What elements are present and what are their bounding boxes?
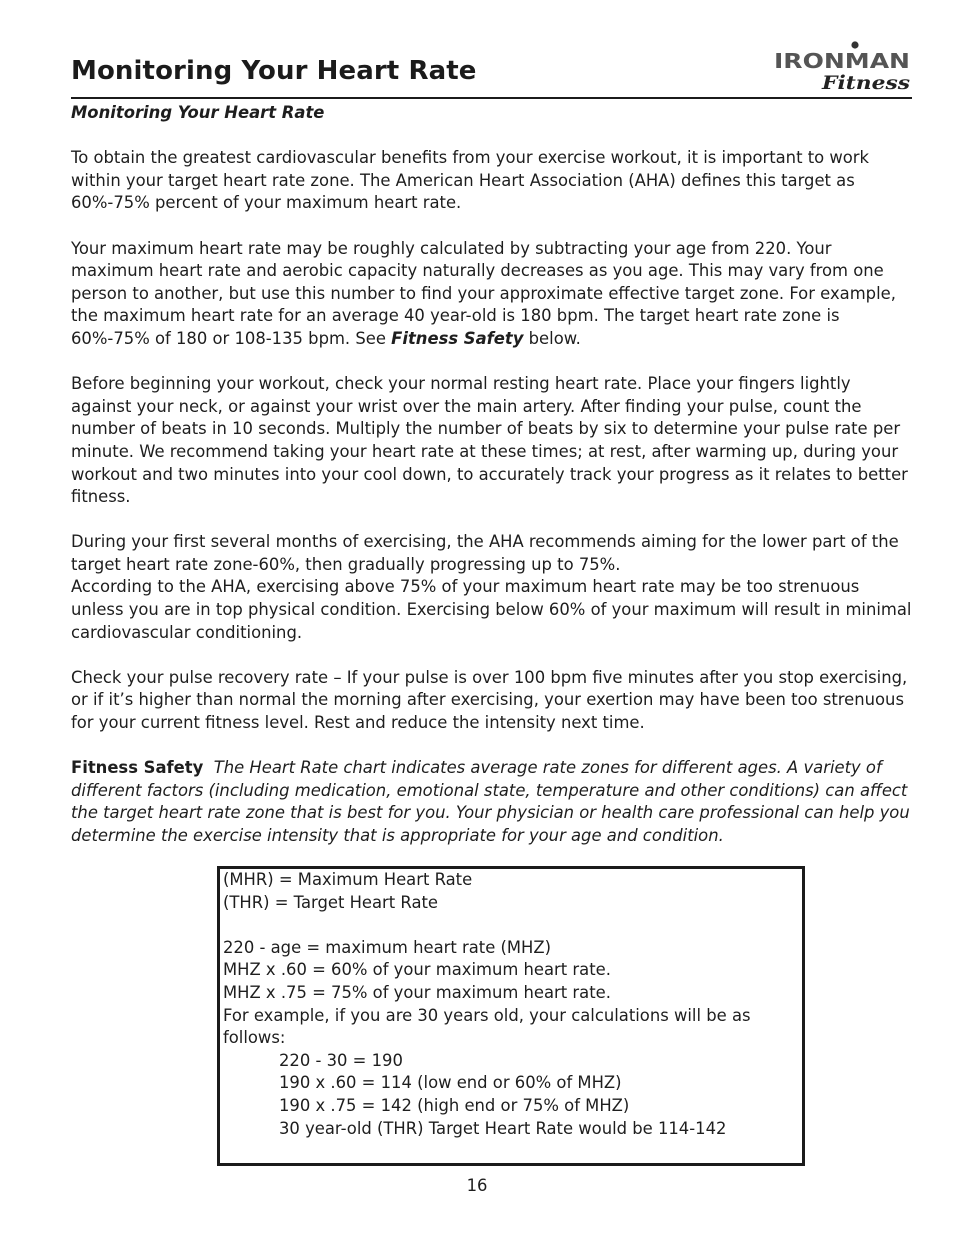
paragraph-aha-limits: According to the AHA, exercising above 75% of your maximum heart rate may be too strenuous unless you are in top physical condition. Exercising below 60% of your maximum will result in minimal cardiovascular conditioning. — [71, 577, 912, 642]
paragraph-recovery-rate: Check your pulse recovery rate – If your pulse is over 100 bpm five minutes after you stop exercising, or if it’s higher than normal the morning after exercising, your exertion may have been too strenuous for your current fitness level. Rest and reduce the intensity next time. — [71, 667, 908, 733]
main-content — [71, 102, 912, 848]
calc-line: (MHR) = Maximum Heart Rate — [223, 870, 473, 889]
paragraph-target-zone: To obtain the greatest cardiovascular benefits from your exercise workout, it is important to work within your target heart rate zone. The American Heart Association (AHA) defines this target as 60%-75% percent of your maximum heart rate. — [71, 148, 870, 213]
calc-line: MHZ x .75 = 75% of your maximum heart rate. — [223, 982, 611, 1002]
fitness-safety-label: Fitness Safety — [71, 758, 204, 778]
heart-rate-calculation-box — [217, 866, 805, 1166]
calc-line: 220 - age = maximum heart rate (MHZ) — [223, 937, 551, 957]
calc-line: (THR) = Target Heart Rate — [223, 892, 438, 912]
calc-line: MHZ x .60 = 60% of your maximum heart rate. — [223, 960, 611, 980]
paragraph-fitness-safety — [71, 757, 912, 847]
calc-line: For example, if you are 30 years old, your calculations will be as follows: — [223, 1005, 751, 1048]
fitness-safety-reference: Fitness Safety — [391, 328, 524, 348]
fitness-safety-text: The Heart Rate chart indicates average rate zones for different ages. A variety of different factors (including medication, emotional state, temperature and other conditions) can affect the target heart rate zone that is best for you. Your physician or health care professional can help you determine the exercise intensity that is appropriate for your age and condition. — [71, 758, 910, 845]
ironman-fitness-logo — [770, 40, 914, 98]
paragraph-resting-rate: Before beginning your workout, check your normal resting heart rate. Place your fingers lightly against your neck, or against your wrist over the main artery. After finding your pulse, count the number of beats in 10 seconds. Multiply the number of beats by six to determine your pulse rate per minute. We recommend taking your heart rate at these times; at rest, after warming up, during your workout and two minutes into your cool down, to accurately track your progress as it relates to better fitness. — [71, 374, 908, 507]
calc-example-line: 190 x .75 = 142 (high end or 75% of MHZ) — [279, 1095, 630, 1115]
paragraph-max-heart-rate: Your maximum heart rate may be roughly calculated by subtracting your age from 220. Your maximum heart rate and aerobic capacity naturally decreases as you age. This may vary from one person to another, but use this number to find your approximate effective target zone. For example, the maximum heart rate for an average 40 year-old is 180 bpm. The target heart rate zone is 60%-75% of 180 or 108-135 bpm. See Fitness Safety below. — [71, 238, 896, 348]
logo-brand: IRONMAN — [774, 49, 910, 73]
page-number: 16 — [466, 1176, 488, 1195]
paragraph-first-months: During your first several months of exercising, the AHA recommends aiming for the lower part of the target heart rate zone-60%, then gradually progressing up to 75%. — [71, 532, 899, 574]
section-subtitle: Monitoring Your Heart Rate — [71, 103, 325, 122]
calc-example-line: 190 x .60 = 114 (low end or 60% of MHZ) — [279, 1073, 622, 1093]
calc-example-line: 220 - 30 = 190 — [279, 1050, 403, 1070]
page-title: Monitoring Your Heart Rate — [71, 56, 477, 86]
calc-example-line: 30 year-old (THR) Target Heart Rate would be 114-142 — [279, 1118, 727, 1138]
header-rule — [71, 97, 912, 99]
logo-sub: Fitness — [820, 72, 911, 94]
